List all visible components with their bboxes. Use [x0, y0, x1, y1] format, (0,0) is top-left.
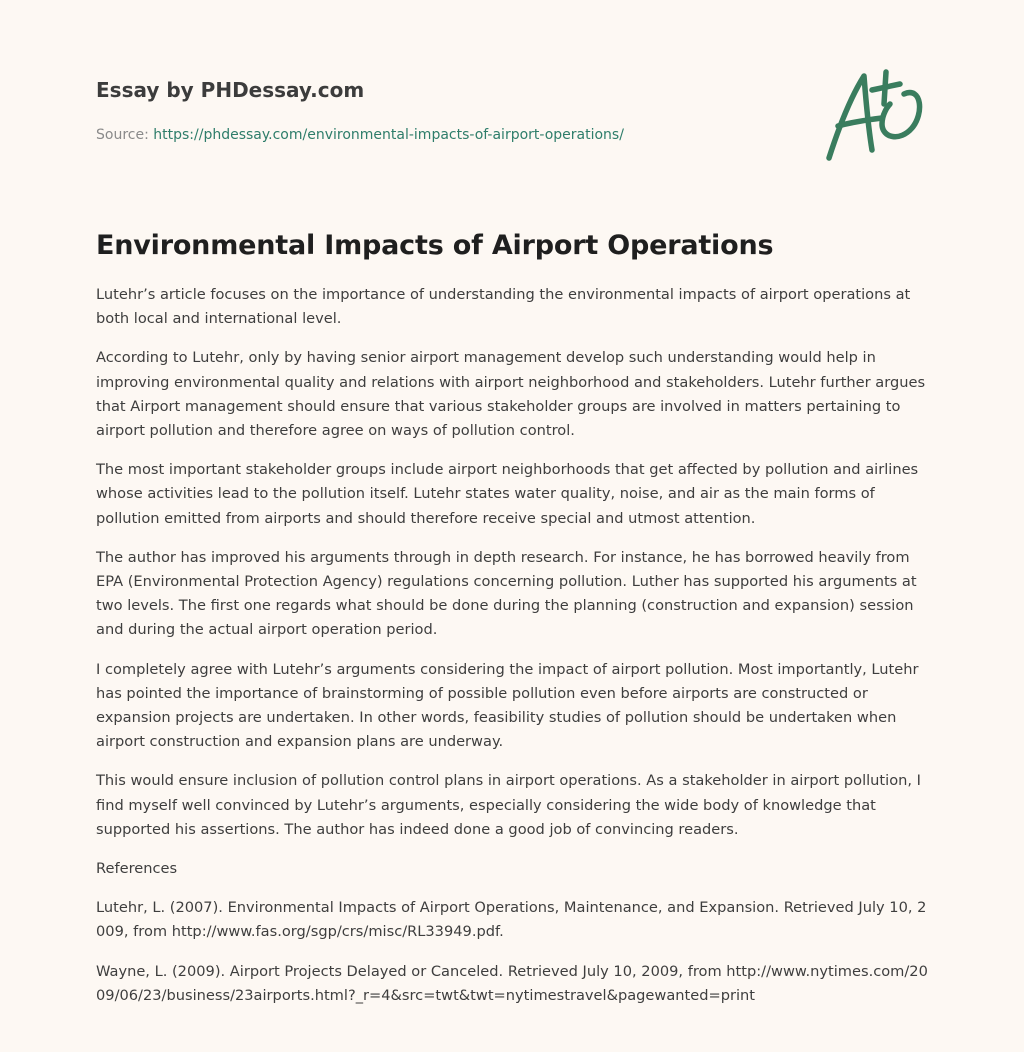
source-label: Source: [96, 127, 149, 143]
reference-item: Lutehr, L. (2007). Environmental Impacts of Airport Operations, Maintenance, and Expansion. Retrieved July 10, 2009, from http://www.fas.org/sgp/crs/misc/RL33949.pdf. [96, 899, 927, 941]
references-heading: References [96, 860, 178, 878]
source-line [96, 125, 796, 145]
article-paragraph: I completely agree with Lutehr’s arguments considering the impact of airport pollution. Most importantly, Lutehr has pointed the importance of brainstorming of possible pollution even before airports are constructed or expansion projects are undertaken. In other words, feasibility studies of pollution should be undertaken when airport construction and expansion plans are underway. [96, 660, 919, 751]
article [96, 226, 932, 1023]
a-plus-logo-icon [822, 68, 928, 164]
article-paragraph: This would ensure inclusion of pollution control plans in airport operations. As a stakeholder in airport pollution, I find myself well convinced by Lutehr’s arguments, especially considering the wide body of knowledge that supported his assertions. The author has indeed done a good job of convincing readers. [96, 772, 921, 838]
article-paragraph: Lutehr’s article focuses on the importance of understanding the environmental impacts of airport operations at both local and international level. [96, 286, 911, 328]
source-link[interactable]: https://phdessay.com/environmental-impacts-of-airport-operations/ [153, 127, 624, 143]
article-paragraph: The author has improved his arguments through in depth research. For instance, he has borrowed heavily from EPA (Environmental Protection Agency) regulations concerning pollution. Luther has supported his arguments at two levels. The first one regards what should be done during the planning (construction and expansion) session and during the actual airport operation period. [96, 548, 917, 639]
page-header [96, 74, 796, 145]
brand-title: Essay by PHDessay.com [96, 78, 365, 102]
reference-item: Wayne, L. (2009). Airport Projects Delayed or Canceled. Retrieved July 10, 2009, from http://www.nytimes.com/2009/06/23/business/23airports.html?_r=4&src=twt&twt=nytimestravel&pagewanted=print [96, 962, 928, 1004]
article-paragraph: The most important stakeholder groups include airport neighborhoods that get affected by pollution and airlines whose activities lead to the pollution itself. Lutehr states water quality, noise, and air as the main forms of pollution emitted from airports and should therefore receive special and utmost attention. [96, 461, 919, 527]
article-title: Environmental Impacts of Airport Operations [96, 230, 774, 261]
article-paragraph: According to Lutehr, only by having senior airport management develop such understanding would help in improving environmental quality and relations with airport neighborhood and stakeholders. Lutehr further argues that Airport management should ensure that various stakeholder groups are involved in matters pertaining to airport pollution and therefore agree on ways of pollution control. [96, 349, 926, 440]
